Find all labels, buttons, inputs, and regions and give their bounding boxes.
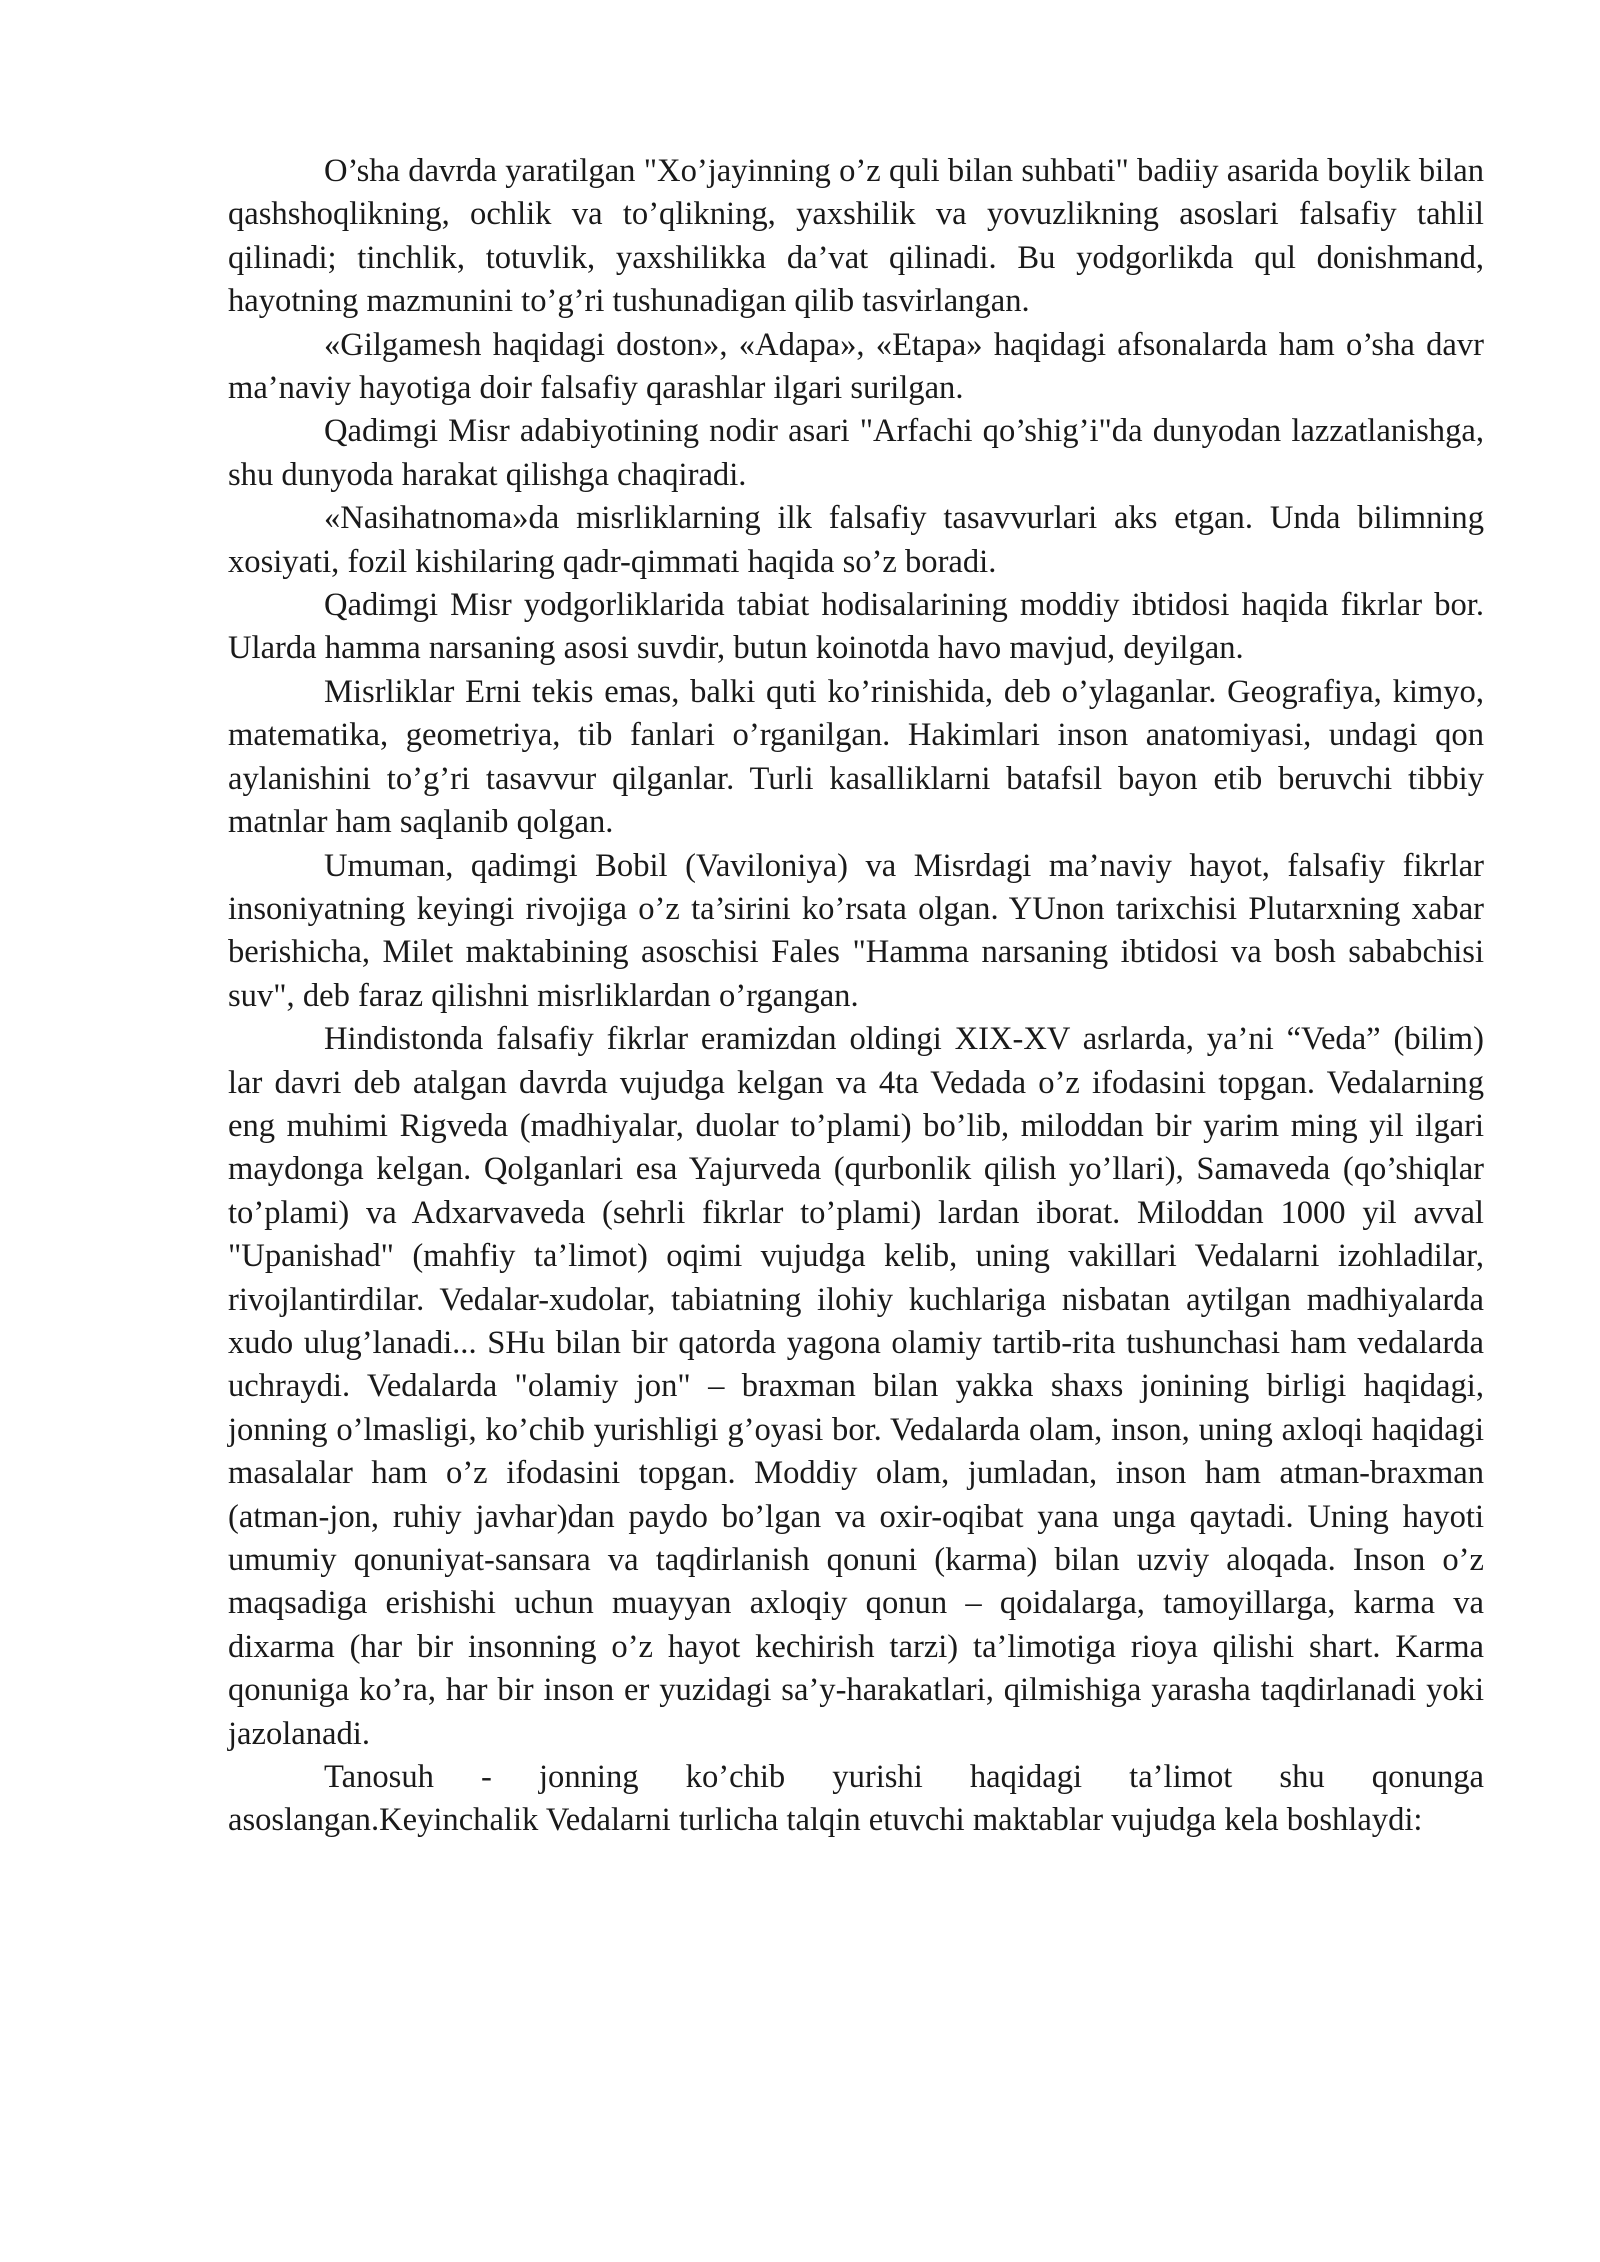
paragraph-nasihatnoma: «Nasihatnoma»da misrliklarning ilk falsafiy tasavvurlari aks etgan. Unda bilimning xosiyati, fozil kishilaring qadr-qimmati haqida so’z boradi. bbox=[228, 500, 1484, 580]
paragraph-egypt-nature: Qadimgi Misr yodgorliklarida tabiat hodisalarining moddiy ibtidosi haqida fikrlar bor. Ularda hamma narsaning asosi suvdir, butun koinotda havo mavjud, deyilgan. bbox=[228, 587, 1484, 667]
paragraph-gilgamesh: «Gilgamesh haqidagi doston», «Adapa», «Etapa» haqidagi afsonalarda ham o’sha davr ma’naviy hayotiga doir falsafiy qarashlar ilgari surilgan. bbox=[228, 326, 1484, 407]
paragraph-arfachi: Qadimgi Misr adabiyotining nodir asari "Arfachi qo’shig’i"da dunyodan lazzatlanishga, shu dunyoda harakat qilishga chaqiradi. bbox=[228, 413, 1484, 493]
document-page bbox=[228, 150, 1484, 1843]
paragraph-india-vedas: Hindistonda falsafiy fikrlar eramizdan oldingi XIX-XV asrlarda, ya’ni “Veda” (bilim) lar davri deb atalgan davrda vujudga kelgan va 4ta Vedada o’z ifodasini topgan. Vedalarning eng muhimi Rigveda (madhiyalar, duolar to’plami) bo’lib, miloddan bir yarim ming yil ilgari maydonga kelgan. Qolganlari esa Yajurveda (qurbonlik qilish yo’llari), Samaveda (qo’shiqlar to’plami) va Adxarvaveda (sehrli fikrlar to’plami) lardan iborat. Miloddan 1000 yil avval "Upanishad" (mahfiy ta’limot) oqimi vujudga kelib, uning vakillari Vedalarni izohladilar, rivojlantirdilar. Vedalar-xudolar, tabiatning ilohiy kuchlariga nisbatan aytilgan madhiyalarda xudo ulug’lanadi... SHu bilan bir qatorda yagona olamiy tartib-rita tushunchasi ham vedalarda uchraydi. Vedalarda "olamiy jon" – braxman bilan yakka shaxs jonining birligi haqidagi, jonning o’lmasligi, ko’chib yurishligi g’oyasi bor. Vedalarda olam, inson, uning axloqi haqidagi masalalar ham o’z ifodasini topgan. Moddiy olam, jumladan, inson ham atman-braxman (atman-jon, ruhiy javhar)dan paydo bo’lgan va oxir-oqibat yana unga qaytadi. Uning hayoti umumiy qonuniyat-sansara va taqdirlanish qonuni (karma) bilan uzviy aloqada. Inson o’z maqsadiga erishishi uchun muayyan axloqiy qonun – qoidalarga, tamoyillarga, karma va dixarma (har bir insonning o’z hayot kechirish tarzi) ta’limotiga rioya qilishi shart. Karma qonuniga ko’ra, har bir inson er yuzidagi sa’y-harakatlari, qilmishiga yarasha taqdirlanadi yoki jazolanadi. bbox=[228, 1021, 1484, 1752]
paragraph-egypt-science: Misrliklar Erni tekis emas, balki quti ko’rinishida, deb o’ylaganlar. Geografiya, kimyo, matematika, geometriya, tib fanlari o’rganilgan. Hakimlari inson anatomiyasi, undagi qon aylanishini to’g’ri tasavvur qilganlar. Turli kasalliklarni batafsil bayon etib beruvchi tibbiy matnlar ham saqlanib qolgan. bbox=[228, 673, 1484, 841]
paragraph-babylon-egypt: Umuman, qadimgi Bobil (Vaviloniya) va Misrdagi ma’naviy hayot, falsafiy fikrlar insoniyatning keyingi rivojiga o’z ta’sirini ko’rsata olgan. YUnon tarixchisi Plutarxning xabar berishicha, Milet maktabining asoschisi Fales "Hamma narsaning ibtidosi va bosh sababchisi suv", deb faraz qilishni misrliklardan o’rgangan. bbox=[228, 847, 1484, 1014]
paragraph-dialogue: O’sha davrda yaratilgan "Xo’jayinning o’z quli bilan suhbati" badiiy asarida boylik bilan qashshoqlikning, ochlik va to’qlikning, yaxshilik va yovuzlikning asoslari falsafiy tahlil qilinadi; tinchlik, totuvlik, yaxshilikka da’vat qilinadi. Bu yodgorlikda qul donishmand, hayotning mazmunini to’g’ri tushunadigan qilib tasvirlangan. bbox=[228, 153, 1484, 320]
paragraph-tanosuh: Tanosuh - jonning ko’chib yurishi haqidagi ta’limot shu qonunga asoslangan.Keyinchalik Vedalarni turlicha talqin etuvchi maktablar vujudga kela boshlaydi: bbox=[228, 1759, 1484, 1839]
